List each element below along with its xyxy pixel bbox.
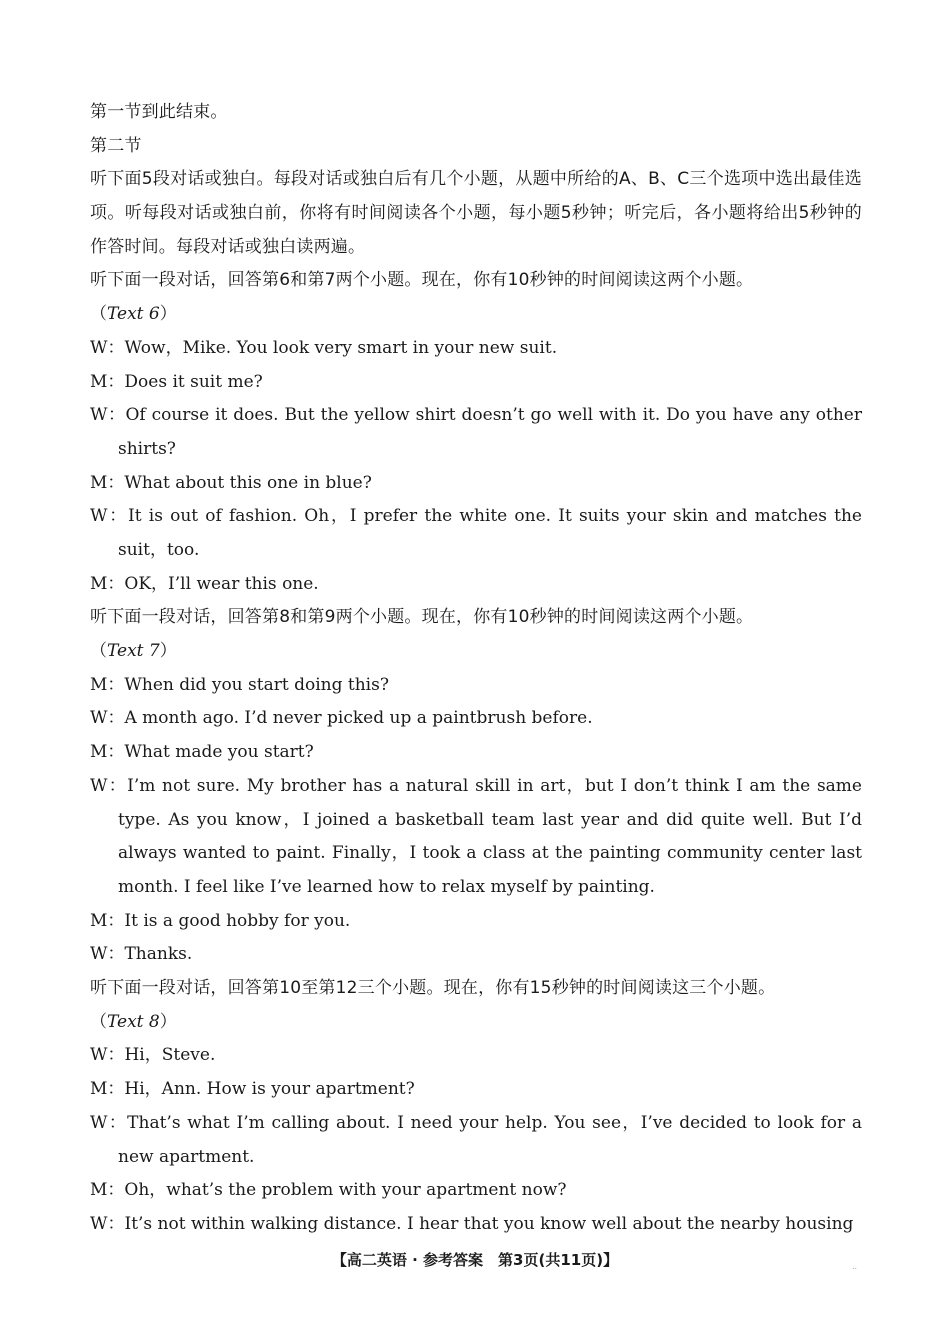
text-8-title: Text 8 xyxy=(107,1011,160,1032)
text-6-label xyxy=(90,298,862,332)
paren-close: ） xyxy=(159,304,177,325)
dialogue-line: W：I’m not sure. My brother has a natural skill in art，but I don’t think I am the same type. As you know，I joined a basketball team last year and did quite well. But I’d always wanted to paint. Finally，I took a class at the painting community center last month. I feel like I’ve learned how to relax myself by painting. xyxy=(90,775,862,897)
text-8-label xyxy=(90,1006,862,1040)
paren-close: ） xyxy=(159,1011,177,1032)
instruction-text-8: 听下面一段对话，回答第10至第12三个小题。现在，你有15秒钟的时间阅读这三个小题。 xyxy=(90,978,776,999)
dialogue-line: W：Thanks. xyxy=(90,944,193,965)
section-two-instructions: 听下面5段对话或独白。每段对话或独白后有几个小题，从题中所给的A、B、C三个选项中选出最佳选项。听每段对话或独白前，你将有时间阅读各个小题，每小题5秒钟；听完后，各小题将给出5秒钟的作答时间。每段对话或独白读两遍。 xyxy=(90,169,862,257)
section-two-heading: 第二节 xyxy=(90,135,142,156)
text-7-label xyxy=(90,635,862,669)
paren-close: ） xyxy=(159,641,177,662)
answer-key-page xyxy=(90,96,862,1242)
instruction-text-6: 听下面一段对话，回答第6和第7两个小题。现在，你有10秒钟的时间阅读这两个小题。 xyxy=(90,270,754,291)
dialogue-line: W：Wow，Mike. You look very smart in your new suit. xyxy=(90,337,558,358)
paren-open: （ xyxy=(90,304,107,325)
dialogue-line: M：OK，I’ll wear this one. xyxy=(90,573,319,594)
page-footer: 【高二英语 · 参考答案 第3页(共11页)】 xyxy=(331,1251,619,1269)
dialogue-line: W：Of course it does. But the yellow shirt doesn’t go well with it. Do you have any other shirts? xyxy=(90,405,862,459)
section-one-end: 第一节到此结束。 xyxy=(90,102,228,122)
dialogue-line: M：It is a good hobby for you. xyxy=(90,910,351,931)
text-6-title: Text 6 xyxy=(107,304,160,325)
dialogue-line: M：Hi，Ann. How is your apartment? xyxy=(90,1079,415,1100)
dialogue-line: M：What about this one in blue? xyxy=(90,472,372,493)
dialogue-line: M：Does it suit me? xyxy=(90,371,263,392)
dialogue-line: W：It’s not within walking distance. I hear that you know well about the nearby housing xyxy=(90,1213,854,1234)
corner-mark: .. xyxy=(852,1262,858,1271)
text-7-title: Text 7 xyxy=(107,641,160,662)
paren-open: （ xyxy=(90,1011,107,1032)
dialogue-line: M：Oh，what’s the problem with your apartment now? xyxy=(90,1180,567,1201)
dialogue-line: W：A month ago. I’d never picked up a paintbrush before. xyxy=(90,708,593,729)
instruction-text-7: 听下面一段对话，回答第8和第9两个小题。现在，你有10秒钟的时间阅读这两个小题。 xyxy=(90,607,754,628)
dialogue-line: W：That’s what I’m calling about. I need your help. You see，I’ve decided to look for a new apartment. xyxy=(90,1112,862,1167)
dialogue-line: W：It is out of fashion. Oh，I prefer the white one. It suits your skin and matches the suit，too. xyxy=(90,506,862,561)
dialogue-line: W：Hi，Steve. xyxy=(90,1045,216,1066)
paren-open: （ xyxy=(90,641,107,662)
dialogue-line: M：What made you start? xyxy=(90,742,314,763)
dialogue-line: M：When did you start doing this? xyxy=(90,674,389,695)
